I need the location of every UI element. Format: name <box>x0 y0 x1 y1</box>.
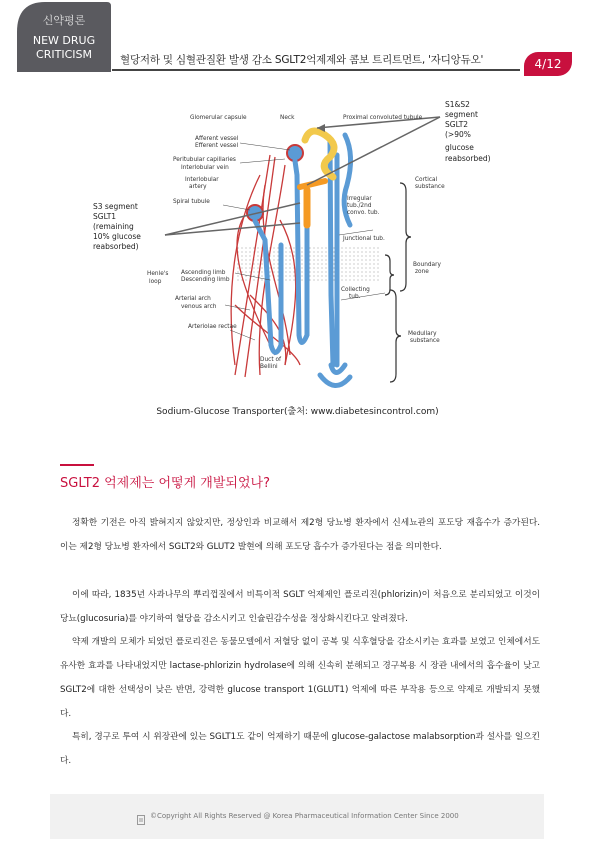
label-descending: Descending limb <box>181 277 230 283</box>
paragraph-1 <box>60 511 540 559</box>
label-irregular-1: Irregular <box>347 196 372 202</box>
logo-line2: NEW DRUG <box>32 34 96 47</box>
label-s3-3: (remaining <box>93 222 134 231</box>
logo <box>17 2 111 72</box>
label-s1s2-3: SGLT2 <box>445 120 469 129</box>
nephron-diagram <box>85 95 515 400</box>
label-collecting-1: Collecting <box>341 287 370 293</box>
boundary-bracket <box>385 255 394 295</box>
label-peritubular: Peritubular capillaries <box>173 157 236 163</box>
label-boundary-1: Boundary <box>413 262 441 268</box>
label-s1s2-5: glucose <box>445 143 474 152</box>
label-arterial-arch: Arterial arch <box>175 296 211 302</box>
label-s3-2: SGLT1 <box>93 212 117 221</box>
label-cortical-1: Cortical <box>415 177 438 183</box>
logo-line3: CRITICISM <box>36 48 92 61</box>
label-irregular-3: convo. tub. <box>347 210 380 216</box>
copyright-icon <box>137 810 145 820</box>
label-interlobular-artery-2: artery <box>189 184 207 190</box>
label-cortical-2: substance <box>415 184 445 190</box>
label-boundary-2: zone <box>415 269 429 275</box>
header-title: 혈당저하 및 심혈관질환 발생 감소 SGLT2억제제와 콤보 트리트먼트, '자디앙듀오' <box>120 54 484 66</box>
section-title: SGLT2 억제제는 어떻게 개발되었나? <box>60 476 270 491</box>
label-s1s2-2: segment <box>445 110 478 119</box>
page-number-badge: 4/12 <box>524 52 572 76</box>
label-pct: Proximal convoluted tubule <box>343 115 423 121</box>
label-s1s2-4: (>90% <box>445 130 471 139</box>
paragraph-2-text: 이에 따라, 1835년 사과나무의 뿌리껍질에서 비특이적 SGLT 억제제인 플로리진(phlorizin)이 처음으로 분리되었고 이것이 당뇨(glucosuria)를 야기하여 혈당을 감소시키고 인슐린감수성을 정상화시킨다고 알려졌다. <box>60 590 540 624</box>
label-efferent: Efferent vessel <box>195 143 239 149</box>
label-ascending: Ascending limb <box>181 270 226 276</box>
label-irregular-2: tub./2nd <box>347 203 372 209</box>
label-venous-arch: venous arch <box>181 304 217 310</box>
label-collecting-2: tub. <box>349 294 361 300</box>
footer-copyright: ©Copyright All Rights Reserved @ Korea Pharmaceutical Information Center Since 2000 <box>150 812 459 820</box>
label-s3-4: 10% glucose <box>93 232 141 241</box>
figure-caption: Sodium-Glucose Transporter(출처: www.diabetesincontrol.com) <box>156 407 439 417</box>
label-glomerular: Glomerular capsule <box>190 115 247 121</box>
paragraph-3-text: 약제 개발의 모체가 되었던 플로리진은 동물모델에서 저혈당 없이 공복 및 식후혈당을 감소시키는 효과를 보였고 인체에서도 유사한 효과를 나타내었지만 lactase-phlorizin hydrolase에 의해 신속히 분해되고 경구복용 시 장관 내에서의 흡수율이 낮고 SGLT2에 대한 선택성이 낮은 반면, 강력한 glucose transport 1(GLUT1) 억제에 따른 부작용 등으로 약제로 개발되지 못했다. <box>60 637 540 719</box>
label-duct-1: Duct of <box>260 357 282 363</box>
label-s1s2-1: S1&S2 <box>445 100 470 109</box>
label-henle-1: Henle's <box>147 271 169 277</box>
label-henle-2: loop <box>149 279 162 285</box>
label-interlobular-artery-1: Interlobular <box>185 177 219 183</box>
label-duct-2: Bellini <box>260 364 278 370</box>
arrow-s3-upper <box>165 203 300 235</box>
label-junctional: Junctional tub. <box>343 236 385 242</box>
label-s1s2-6: reabsorbed) <box>445 154 491 163</box>
paragraph-3 <box>60 630 540 726</box>
label-spiral: Spiral tubule <box>173 199 210 205</box>
paragraph-1-text: 정확한 기전은 아직 밝혀지지 않았지만, 정상인과 비교해서 제2형 당뇨병 환자에서 신세뇨관의 포도당 재흡수가 증가된다. 이는 제2형 당뇨병 환자에서 SGLT2와 GLUT2 발현에 의해 포도당 흡수가 증가된다는 점을 의미한다. <box>60 518 540 552</box>
label-s3-5: reabsorbed) <box>93 242 139 251</box>
paragraph-2 <box>60 583 540 631</box>
label-neck: Neck <box>280 115 295 121</box>
cortical-bracket <box>400 183 411 291</box>
label-medullary-1: Medullary <box>408 331 437 337</box>
label-medullary-2: substance <box>410 338 440 344</box>
proximal-tubule <box>305 131 334 177</box>
paragraph-4-text: 특히, 경구로 투여 시 위장관에 있는 SGLT1도 같이 억제하기 때문에 glucose-galactose malabsorption과 설사를 일으킨다. <box>60 732 540 766</box>
label-arteriolae: Arteriolae rectae <box>188 324 237 330</box>
paragraph-4 <box>60 725 540 773</box>
label-interlobular-vein: Interlobular vein <box>181 165 229 171</box>
header-rule <box>112 69 520 71</box>
logo-line1: 신약평론 <box>42 14 86 27</box>
arrow-s3-lower <box>165 223 300 235</box>
section-accent-bar <box>60 464 94 466</box>
label-afferent: Afferent vessel <box>195 136 239 142</box>
label-s3-1: S3 segment <box>93 202 138 211</box>
medullary-bracket <box>390 290 401 382</box>
